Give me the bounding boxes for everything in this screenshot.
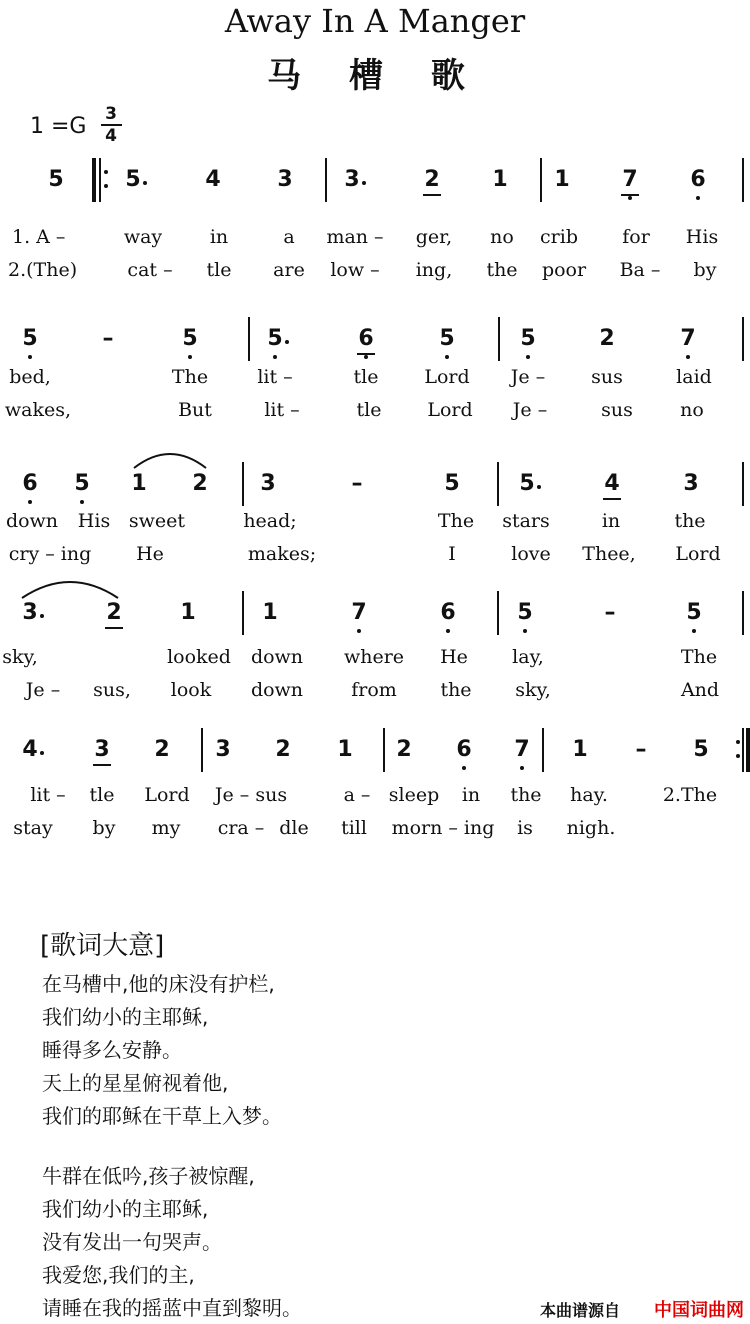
translation-line: 睡得多么安静。 bbox=[42, 1038, 182, 1062]
low-octave-dot bbox=[80, 500, 84, 504]
jianpu-note: 5 bbox=[125, 167, 141, 192]
lyric-verse2: morn – ing bbox=[391, 817, 495, 839]
lyric-verse2: sus, bbox=[93, 679, 131, 701]
lyric-verse1: the bbox=[510, 784, 542, 806]
lyric-verse1: 2.The bbox=[662, 784, 718, 806]
lyric-verse2: low – bbox=[330, 259, 380, 281]
lyric-verse1: head; bbox=[243, 510, 297, 532]
low-octave-dot bbox=[28, 500, 32, 504]
lyric-verse1: in bbox=[601, 510, 621, 532]
jianpu-note: 4 bbox=[604, 471, 620, 496]
lyric-verse1: laid bbox=[676, 366, 712, 388]
lyric-verse1: sus bbox=[591, 366, 623, 388]
lyric-verse1: a – bbox=[343, 784, 371, 806]
lyric-verse1: sky, bbox=[2, 646, 38, 668]
footer-site-link[interactable]: 中国词曲网 bbox=[654, 1300, 744, 1321]
repeat-barline-thick bbox=[92, 158, 96, 202]
lyric-verse2: is bbox=[517, 817, 533, 839]
barline bbox=[242, 591, 244, 635]
lyric-verse2: nigh. bbox=[566, 817, 616, 839]
barline bbox=[201, 728, 203, 772]
repeat-dot bbox=[736, 754, 740, 758]
lyric-verse1: sleep bbox=[388, 784, 440, 806]
lyric-verse2: dle bbox=[279, 817, 309, 839]
lyric-verse1: hay. bbox=[570, 784, 608, 806]
translation-line: 没有发出一句哭声。 bbox=[42, 1230, 222, 1254]
slur-jesus bbox=[18, 576, 122, 600]
lyric-verse2: the bbox=[486, 259, 518, 281]
lyric-verse2: Thee, bbox=[582, 543, 636, 565]
lyric-verse1: His bbox=[685, 226, 719, 248]
lyric-verse1: Lord bbox=[424, 366, 470, 388]
lyric-verse2: Lord bbox=[675, 543, 721, 565]
lyric-verse2: look bbox=[170, 679, 212, 701]
augmentation-dot bbox=[285, 340, 289, 344]
jianpu-note: 5 bbox=[693, 737, 709, 762]
low-octave-dot bbox=[273, 355, 277, 359]
lyric-verse2: lit – bbox=[264, 399, 300, 421]
augmentation-dot bbox=[143, 181, 147, 185]
lyric-verse1: Je – sus bbox=[214, 784, 288, 806]
jianpu-note: 5 bbox=[74, 471, 90, 496]
jianpu-note: 1 bbox=[492, 167, 508, 192]
lyric-verse2: Lord bbox=[427, 399, 473, 421]
barline bbox=[742, 158, 744, 202]
jianpu-note: 2 bbox=[154, 737, 170, 762]
translation-line: 天上的星星俯视着他, bbox=[42, 1071, 229, 1095]
lyric-verse1: tle bbox=[353, 366, 379, 388]
augmentation-dot bbox=[362, 181, 366, 185]
lyric-verse2: stay bbox=[13, 817, 53, 839]
jianpu-note: 1 bbox=[572, 737, 588, 762]
barline bbox=[742, 317, 744, 361]
barline bbox=[540, 158, 542, 202]
barline bbox=[242, 462, 244, 506]
song-title-chinese: 马 槽 歌 bbox=[267, 56, 483, 96]
translation-title: [歌词大意] bbox=[40, 931, 165, 961]
lyric-verse1: bed, bbox=[9, 366, 51, 388]
lyric-verse2: my bbox=[151, 817, 181, 839]
jianpu-note: – bbox=[351, 471, 363, 496]
lyric-verse1: Lord bbox=[144, 784, 190, 806]
jianpu-note: 5 bbox=[517, 600, 533, 625]
jianpu-note: 3 bbox=[260, 471, 276, 496]
jianpu-note: 7 bbox=[622, 167, 638, 192]
lyric-verse1: where bbox=[343, 646, 405, 668]
lyric-verse1: He bbox=[440, 646, 468, 668]
barline bbox=[742, 462, 744, 506]
low-octave-dot bbox=[686, 355, 690, 359]
lyric-verse2: cra – bbox=[217, 817, 265, 839]
lyric-verse1: His bbox=[77, 510, 111, 532]
lyric-verse1: a bbox=[283, 226, 295, 248]
jianpu-note: 4 bbox=[205, 167, 221, 192]
low-octave-dot bbox=[692, 629, 696, 633]
lyric-verse1: in bbox=[461, 784, 481, 806]
song-title-english: Away In A Manger bbox=[224, 2, 526, 40]
lyric-verse2: cry – ing bbox=[8, 543, 92, 565]
jianpu-note: 5 bbox=[182, 326, 198, 351]
lyric-verse2: wakes, bbox=[4, 399, 72, 421]
eighth-underline bbox=[105, 627, 123, 629]
lyric-verse2: cat – bbox=[127, 259, 173, 281]
jianpu-note: 2 bbox=[396, 737, 412, 762]
jianpu-note: 2 bbox=[275, 737, 291, 762]
eighth-underline bbox=[93, 764, 111, 766]
jianpu-note: 2 bbox=[424, 167, 440, 192]
lyric-verse1: Je – bbox=[510, 366, 546, 388]
lyric-verse2: down bbox=[250, 679, 304, 701]
jianpu-note: 3 bbox=[22, 600, 38, 625]
barline bbox=[742, 591, 744, 635]
jianpu-note: 5 bbox=[48, 167, 64, 192]
barline bbox=[325, 158, 327, 202]
eighth-underline bbox=[423, 194, 441, 196]
translation-line: 我们的耶稣在干草上入梦。 bbox=[42, 1104, 282, 1128]
lyric-verse2: poor bbox=[541, 259, 587, 281]
lyric-verse2: no bbox=[680, 399, 704, 421]
jianpu-note: 4 bbox=[22, 737, 38, 762]
jianpu-note: 1 bbox=[554, 167, 570, 192]
jianpu-note: 1 bbox=[180, 600, 196, 625]
lyric-verse1: in bbox=[209, 226, 229, 248]
lyric-verse2: ing, bbox=[415, 259, 453, 281]
lyric-verse2: sus bbox=[601, 399, 633, 421]
jianpu-note: 2 bbox=[599, 326, 615, 351]
translation-line: 我们幼小的主耶稣, bbox=[42, 1197, 209, 1221]
low-octave-dot bbox=[526, 355, 530, 359]
lyric-verse2: Ba – bbox=[619, 259, 661, 281]
lyric-verse2: are bbox=[273, 259, 305, 281]
lyric-verse1: down bbox=[250, 646, 304, 668]
lyric-verse2: tle bbox=[206, 259, 232, 281]
lyric-verse1: The bbox=[437, 510, 475, 532]
lyric-verse1: crib bbox=[540, 226, 578, 248]
lyric-verse1: The bbox=[680, 646, 718, 668]
jianpu-note: 3 bbox=[215, 737, 231, 762]
key-signature: 1 =G bbox=[30, 114, 87, 139]
lyric-verse2: And bbox=[680, 679, 720, 701]
lyric-verse2: Je – bbox=[512, 399, 548, 421]
barline bbox=[497, 591, 499, 635]
jianpu-note: – bbox=[635, 737, 647, 762]
jianpu-note: 1 bbox=[262, 600, 278, 625]
low-octave-dot bbox=[28, 355, 32, 359]
lyric-verse1: The bbox=[171, 366, 209, 388]
jianpu-note: 3 bbox=[683, 471, 699, 496]
lyric-verse2: I bbox=[448, 543, 456, 565]
eighth-underline bbox=[621, 194, 639, 196]
jianpu-note: 6 bbox=[690, 167, 706, 192]
barline bbox=[542, 728, 544, 772]
footer-source-label: 本曲谱源自 bbox=[540, 1301, 621, 1320]
jianpu-note: 5 bbox=[519, 471, 535, 496]
low-octave-dot bbox=[462, 766, 466, 770]
jianpu-note: 5 bbox=[439, 326, 455, 351]
time-signature-bottom: 4 bbox=[105, 126, 117, 146]
jianpu-note: 1 bbox=[131, 471, 147, 496]
low-octave-dot bbox=[188, 355, 192, 359]
lyric-verse1: looked bbox=[167, 646, 231, 668]
lyric-verse1: the bbox=[674, 510, 706, 532]
lyric-verse1: man – bbox=[326, 226, 384, 248]
jianpu-note: 7 bbox=[680, 326, 696, 351]
translation-line: 牛群在低吟,孩子被惊醒, bbox=[42, 1164, 255, 1188]
translation-line: 在马槽中,他的床没有护栏, bbox=[42, 972, 275, 996]
lyric-verse1: tle bbox=[89, 784, 115, 806]
repeat-dot bbox=[736, 740, 740, 744]
augmentation-dot bbox=[537, 485, 541, 489]
low-octave-dot bbox=[628, 196, 632, 200]
jianpu-note: 5 bbox=[520, 326, 536, 351]
jianpu-note: 1 bbox=[337, 737, 353, 762]
augmentation-dot bbox=[40, 751, 44, 755]
lyric-verse2: Je – bbox=[25, 679, 61, 701]
lyric-verse2: But bbox=[178, 399, 212, 421]
barline bbox=[383, 728, 385, 772]
slur-sweet bbox=[130, 448, 210, 472]
lyric-verse2: the bbox=[440, 679, 472, 701]
jianpu-note: 3 bbox=[277, 167, 293, 192]
lyric-verse2: till bbox=[341, 817, 367, 839]
lyric-verse2: tle bbox=[356, 399, 382, 421]
lyric-verse1: lit – bbox=[30, 784, 66, 806]
jianpu-note: – bbox=[102, 326, 114, 351]
jianpu-note: – bbox=[604, 600, 616, 625]
jianpu-note: 5 bbox=[444, 471, 460, 496]
lyric-verse1: ger, bbox=[415, 226, 453, 248]
jianpu-note: 6 bbox=[456, 737, 472, 762]
repeat-barline-thin bbox=[99, 158, 101, 202]
repeat-dot bbox=[104, 184, 108, 188]
low-octave-dot bbox=[696, 196, 700, 200]
lyric-verse2: love bbox=[511, 543, 551, 565]
translation-line: 我爱您,我们的主, bbox=[42, 1263, 195, 1287]
lyric-verse1: lit – bbox=[257, 366, 293, 388]
eighth-underline bbox=[357, 353, 375, 355]
lyric-verse2: He bbox=[136, 543, 164, 565]
jianpu-note: 2 bbox=[192, 471, 208, 496]
jianpu-note: 7 bbox=[514, 737, 530, 762]
augmentation-dot bbox=[40, 614, 44, 618]
lyric-verse1: sweet bbox=[128, 510, 186, 532]
eighth-underline bbox=[603, 498, 621, 500]
jianpu-note: 7 bbox=[351, 600, 367, 625]
lyric-verse1: 1. A – bbox=[12, 226, 66, 248]
lyric-verse2: 2.(The) bbox=[8, 259, 78, 281]
time-signature-top: 3 bbox=[105, 104, 117, 124]
lyric-verse1: down bbox=[5, 510, 59, 532]
jianpu-note: 5 bbox=[22, 326, 38, 351]
lyric-verse2: by bbox=[92, 817, 116, 839]
lyric-verse2: makes; bbox=[247, 543, 317, 565]
jianpu-note: 5 bbox=[686, 600, 702, 625]
low-octave-dot bbox=[523, 629, 527, 633]
lyric-verse1: way bbox=[123, 226, 163, 248]
jianpu-note: 3 bbox=[94, 737, 110, 762]
lyric-verse1: lay, bbox=[512, 646, 544, 668]
low-octave-dot bbox=[357, 629, 361, 633]
jianpu-note: 6 bbox=[22, 471, 38, 496]
jianpu-note: 2 bbox=[106, 600, 122, 625]
barline bbox=[498, 317, 500, 361]
jianpu-note: 3 bbox=[344, 167, 360, 192]
translation-line: 请睡在我的摇蓝中直到黎明。 bbox=[42, 1296, 302, 1320]
jianpu-note: 6 bbox=[358, 326, 374, 351]
repeat-barline-thin bbox=[742, 728, 744, 772]
barline bbox=[248, 317, 250, 361]
low-octave-dot bbox=[520, 766, 524, 770]
low-octave-dot bbox=[364, 355, 368, 359]
lyric-verse2: sky, bbox=[515, 679, 551, 701]
repeat-barline-thick bbox=[746, 728, 750, 772]
lyric-verse1: for bbox=[622, 226, 650, 248]
lyric-verse2: by bbox=[693, 259, 717, 281]
lyric-verse2: from bbox=[351, 679, 397, 701]
jianpu-note: 6 bbox=[440, 600, 456, 625]
low-octave-dot bbox=[446, 629, 450, 633]
low-octave-dot bbox=[445, 355, 449, 359]
repeat-dot bbox=[104, 170, 108, 174]
jianpu-note: 5 bbox=[267, 326, 283, 351]
lyric-verse1: stars bbox=[502, 510, 550, 532]
translation-line: 我们幼小的主耶稣, bbox=[42, 1005, 209, 1029]
barline bbox=[497, 462, 499, 506]
lyric-verse1: no bbox=[490, 226, 514, 248]
